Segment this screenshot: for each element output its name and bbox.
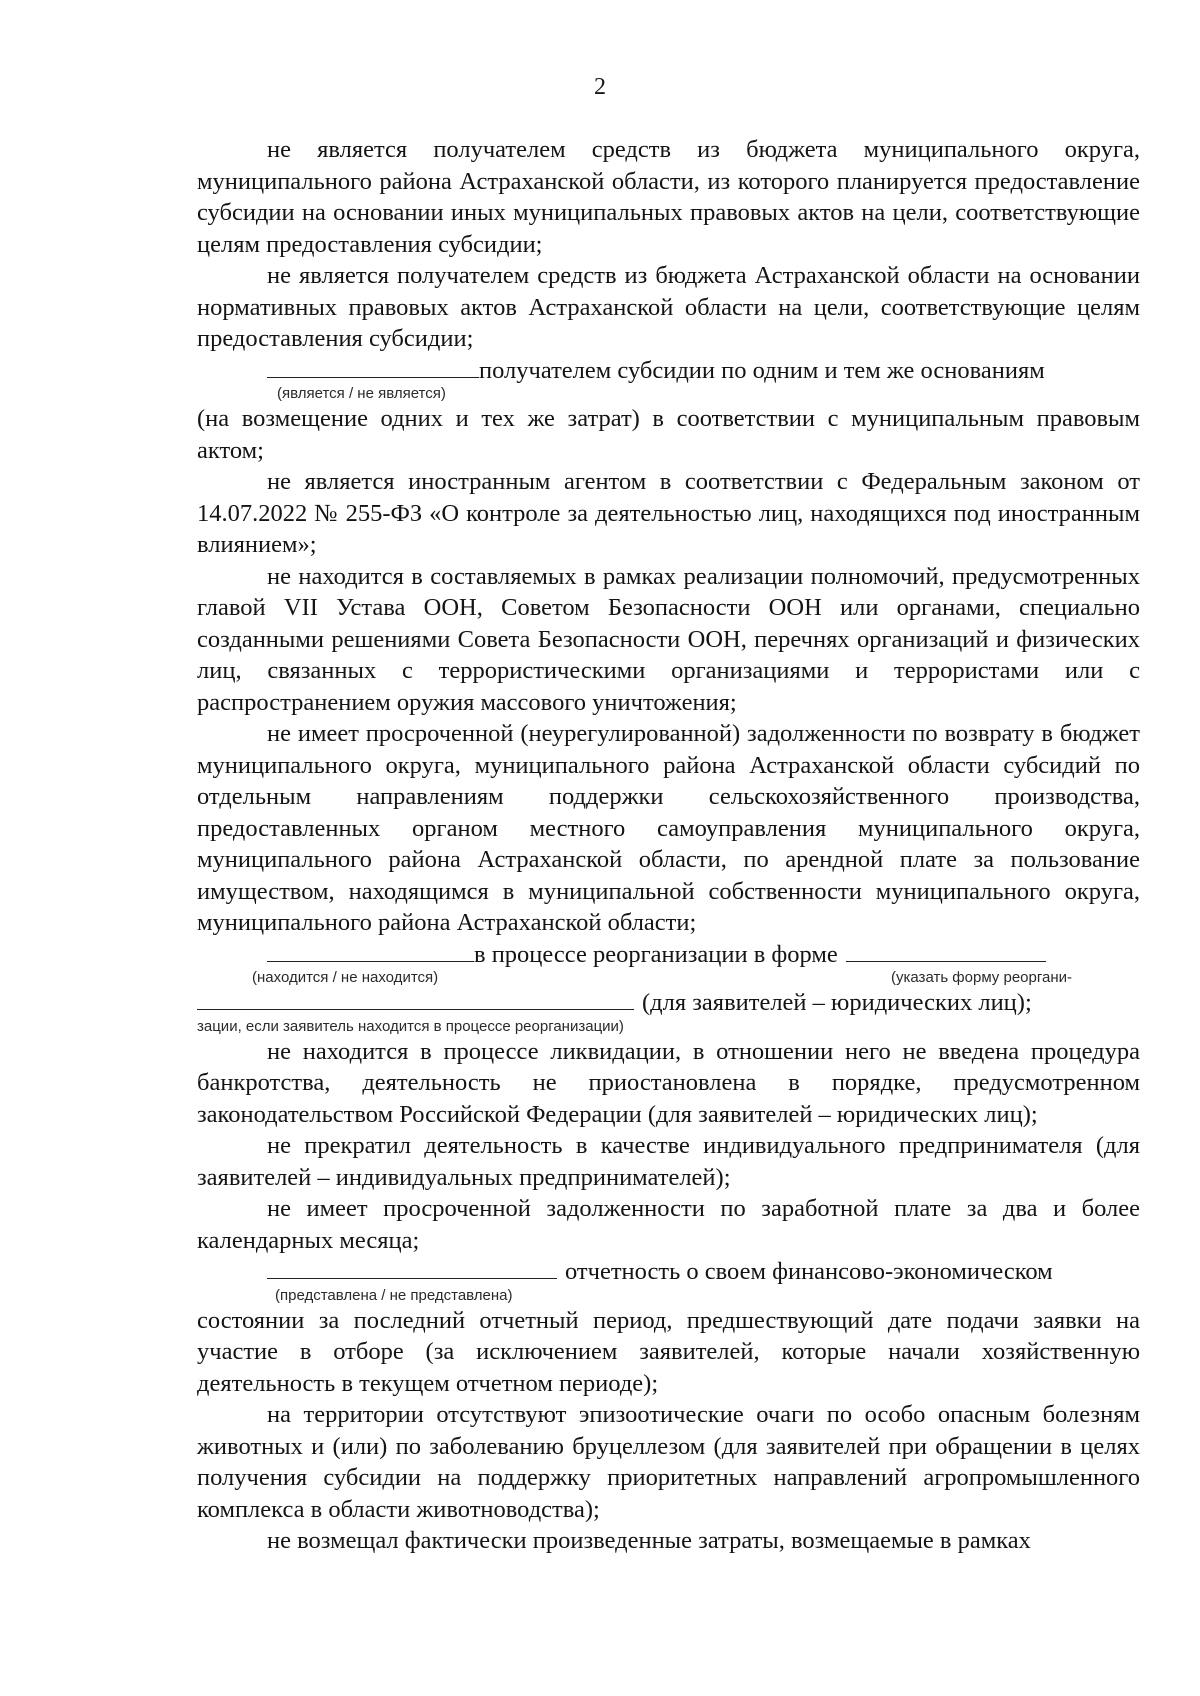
blank-field-reorganization-form-cont[interactable] — [197, 989, 634, 1010]
paragraph-entrepreneur-activity: не прекратил деятельность в качестве индивидуального предпринимателя (для заявителей – индивидуальных предпринимателей); — [197, 1132, 1140, 1191]
caption-recipient-status: (является / не является) — [277, 385, 446, 402]
paragraph-foreign-agent: не является иностранным агентом в соответствии с Федеральным законом от 14.07.2022 № 255-ФЗ «О контроле за деятельностью лиц, находящихся под иностранным влиянием»; — [197, 468, 1140, 558]
fill-in-financial-report — [197, 1256, 1140, 1399]
caption-financial-report: (представлена / не представлена) — [275, 1286, 513, 1304]
reorganization-applicants-text: (для заявителей – юридических лиц); — [642, 989, 1032, 1016]
reorganization-text: в процессе реорганизации в форме — [474, 940, 838, 968]
paragraph-overdue-debt-budget: не имеет просроченной (неурегулированной) задолженности по возврату в бюджет муниципального округа, муниципального района Астраханской области субсидий по отдельным направлениям поддержки сельскохозяйственного производства, предоставленных органом местного самоуправления муниципального округа, муниципального района Астраханской области, по арендной плате за пользование имуществом, находящимся в муниципальной собственности муниципального округа, муниципального района Астраханской области; — [197, 720, 1140, 936]
paragraph-epizootic: на территории отсутствуют эпизоотические очаги по особо опасным болезням животных и (или) по заболеванию бруцеллезом (для заявителей при обращении в целях получения субсидии на поддержку приоритетных направлений агропромышленного комплекса в области животноводства); — [197, 1401, 1140, 1523]
paragraph-budget-regional: не является получателем средств из бюджета Астраханской области на основании нормативных правовых актов Астраханской области на цели, соответствующие целям предоставления субсидии; — [197, 262, 1140, 352]
recipient-status-text: получателем субсидии по одним и тем же основаниям — [479, 356, 1045, 384]
paragraph-wage-debt: не имеет просроченной задолженности по заработной плате за два и более календарных месяца; — [197, 1195, 1140, 1254]
paragraph-un-lists: не находится в составляемых в рамках реализации полномочий, предусмотренных главой VII Устава ООН, Советом Безопасности ООН или органами, специально созданными решениями Совета Безопасности ООН, перечнях организаций и физических лиц, связанных с террористическими организациями и террористами или с распространением оружия массового уничтожения; — [197, 562, 1140, 716]
financial-report-text: отчетность о своем финансово-экономическом — [565, 1258, 1053, 1285]
paragraph-cost-reimbursement: не возмещал фактически произведенные затраты, возмещаемые в рамках — [267, 1527, 1031, 1554]
paragraph-liquidation: не находится в процессе ликвидации, в отношении него не введена процедура банкротства, деятельность не приостановлена в порядке, предусмотренном законодательством Российской Федерации (для заявителей – юридических лиц); — [197, 1037, 1140, 1128]
caption-reorganization-form: (указать форму реоргани- — [891, 969, 1072, 986]
blank-field-recipient-status[interactable] — [267, 357, 479, 378]
page-number: 2 — [594, 74, 606, 100]
document-body — [197, 134, 1140, 1557]
blank-field-reorganization-form[interactable] — [846, 941, 1046, 962]
caption-reorganization-status: (находится / не находится) — [252, 969, 439, 986]
caption-reorganization-form-cont: зации, если заявитель находится в процессе реорганизации) — [197, 1017, 624, 1035]
fill-in-reorganization — [197, 939, 1140, 1036]
paragraph-budget-municipal: не является получателем средств из бюджета муниципального округа, муниципального района Астраханской области, из которого планируется предоставление субсидии на основании иных муниципальных правовых актов на цели, соответствующие целям предоставления субсидии; — [197, 136, 1140, 258]
fill-in-recipient-status — [197, 355, 1140, 467]
paragraph-financial-report-rest: состоянии за последний отчетный период, предшествующий дате подачи заявки на участие в отборе (за исключением заявителей, которые начали хозяйственную деятельность в текущем отчетном периоде); — [197, 1306, 1140, 1397]
blank-field-financial-report[interactable] — [267, 1258, 557, 1279]
paragraph-recipient-status-rest: (на возмещение одних и тех же затрат) в соответствии с муниципальным правовым актом; — [197, 405, 1140, 464]
blank-field-reorganization-status[interactable] — [267, 941, 474, 962]
